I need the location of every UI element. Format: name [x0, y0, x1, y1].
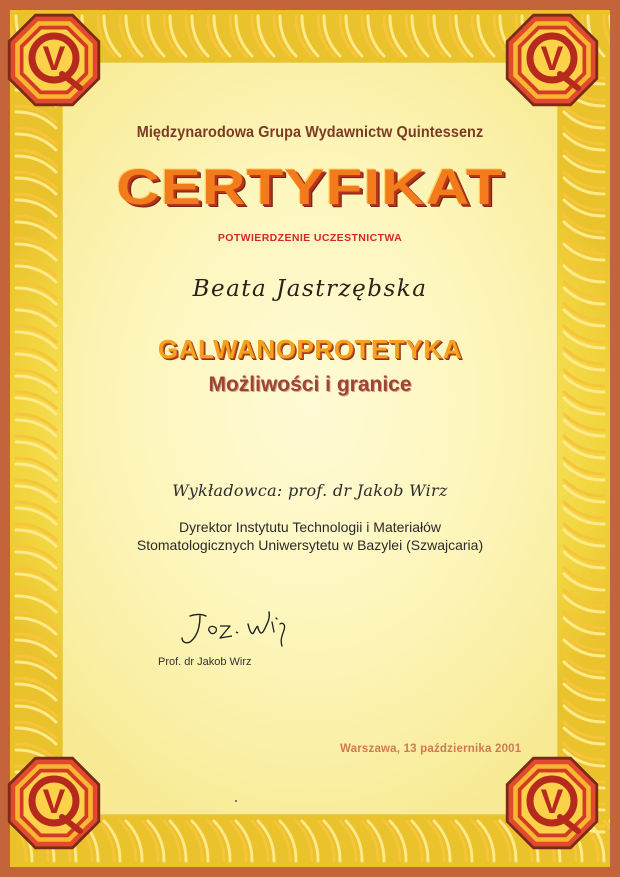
wave-stroke	[564, 656, 604, 672]
wave-stroke	[148, 16, 164, 56]
wave-stroke	[564, 722, 604, 738]
wave-stroke	[564, 260, 604, 276]
wave-stroke	[324, 16, 340, 56]
wave-stroke	[368, 16, 384, 56]
wave-stroke	[16, 310, 56, 326]
wave-stroke	[384, 821, 400, 861]
wave-stroke	[302, 16, 318, 56]
paper-speck	[235, 800, 237, 802]
wave-stroke	[214, 16, 230, 56]
wave-stroke	[104, 16, 120, 56]
svg-text:V: V	[540, 40, 564, 78]
wave-stroke	[280, 16, 296, 56]
issue-place-date: Warszawa, 13 października 2001	[340, 743, 522, 755]
signer-name: Prof. dr Jakob Wirz	[158, 656, 252, 668]
wave-stroke	[16, 552, 56, 568]
wave-stroke	[16, 684, 56, 700]
wave-stroke	[564, 458, 604, 474]
wave-stroke	[564, 700, 604, 716]
wave-stroke	[16, 728, 56, 744]
wave-stroke	[428, 821, 444, 861]
wave-stroke	[564, 568, 604, 584]
svg-text:V: V	[540, 783, 564, 821]
svg-text:V: V	[42, 40, 66, 78]
wave-stroke	[16, 706, 56, 722]
wave-stroke	[472, 821, 488, 861]
wave-stroke	[450, 821, 466, 861]
certificate-title: CERTYFIKAT	[116, 159, 504, 215]
wave-stroke	[16, 618, 56, 634]
wave-stroke	[236, 16, 252, 56]
wave-stroke	[564, 612, 604, 628]
wave-stroke	[390, 16, 406, 56]
wave-stroke	[346, 16, 362, 56]
qv-logo-icon	[2, 8, 106, 112]
wave-stroke	[186, 821, 202, 861]
wave-stroke	[564, 634, 604, 650]
qv-logo-icon	[500, 8, 604, 112]
handwritten-signature	[176, 602, 296, 650]
wave-stroke	[16, 420, 56, 436]
wave-stroke	[258, 16, 274, 56]
wave-stroke	[16, 640, 56, 656]
wave-stroke	[564, 216, 604, 232]
wave-stroke	[296, 821, 312, 861]
wave-stroke	[164, 821, 180, 861]
affiliation-line-2: Stomatologicznych Uniwersytetu w Bazylei (Szwajcaria)	[136, 537, 484, 553]
quintessenz-logo-bottom-left	[2, 751, 106, 855]
quintessenz-logo-bottom-right	[500, 751, 604, 855]
wave-stroke	[16, 596, 56, 612]
wave-stroke	[456, 16, 472, 56]
wave-stroke	[16, 398, 56, 414]
wave-stroke	[564, 436, 604, 452]
wave-stroke	[16, 662, 56, 678]
wave-stroke	[564, 304, 604, 320]
lecturer-line: Wykładowca: prof. dr Jakob Wirz	[172, 481, 448, 500]
wave-stroke	[564, 590, 604, 606]
course-subtitle: Możliwości i granice	[208, 373, 412, 396]
wave-stroke	[170, 16, 186, 56]
wave-stroke	[230, 821, 246, 861]
quintessenz-logo-top-right	[500, 8, 604, 112]
wave-stroke	[142, 821, 158, 861]
course-title: GALWANOPROTETYKA	[157, 334, 463, 364]
wave-stroke	[564, 414, 604, 430]
recipient-name: Beata Jastrzębska	[192, 276, 428, 302]
wave-stroke	[16, 574, 56, 590]
svg-text:V: V	[42, 783, 66, 821]
wave-stroke	[340, 821, 356, 861]
wave-stroke	[564, 502, 604, 518]
qv-logo-icon	[2, 751, 106, 855]
wave-stroke	[318, 821, 334, 861]
wave-stroke	[412, 16, 428, 56]
lecturer-affiliation	[0, 518, 620, 554]
qv-logo-icon	[500, 751, 604, 855]
wave-stroke	[274, 821, 290, 861]
wave-stroke	[126, 16, 142, 56]
wave-stroke	[406, 821, 422, 861]
quintessenz-logo-top-left	[2, 8, 106, 112]
publisher-name: Międzynarodowa Grupa Wydawnictw Quintessenz	[136, 124, 484, 141]
wave-stroke	[16, 244, 56, 260]
wave-stroke	[362, 821, 378, 861]
wave-stroke	[120, 821, 136, 861]
wave-stroke	[434, 16, 450, 56]
participation-confirmation: POTWIERDZENIE UCZESTNICTWA	[217, 232, 403, 244]
wave-stroke	[192, 16, 208, 56]
wave-stroke	[208, 821, 224, 861]
wave-stroke	[16, 464, 56, 480]
wave-stroke	[564, 678, 604, 694]
wave-stroke	[478, 16, 494, 56]
wave-stroke	[252, 821, 268, 861]
wave-stroke	[16, 442, 56, 458]
affiliation-line-1: Dyrektor Instytutu Technologii i Materiałów	[179, 519, 441, 535]
